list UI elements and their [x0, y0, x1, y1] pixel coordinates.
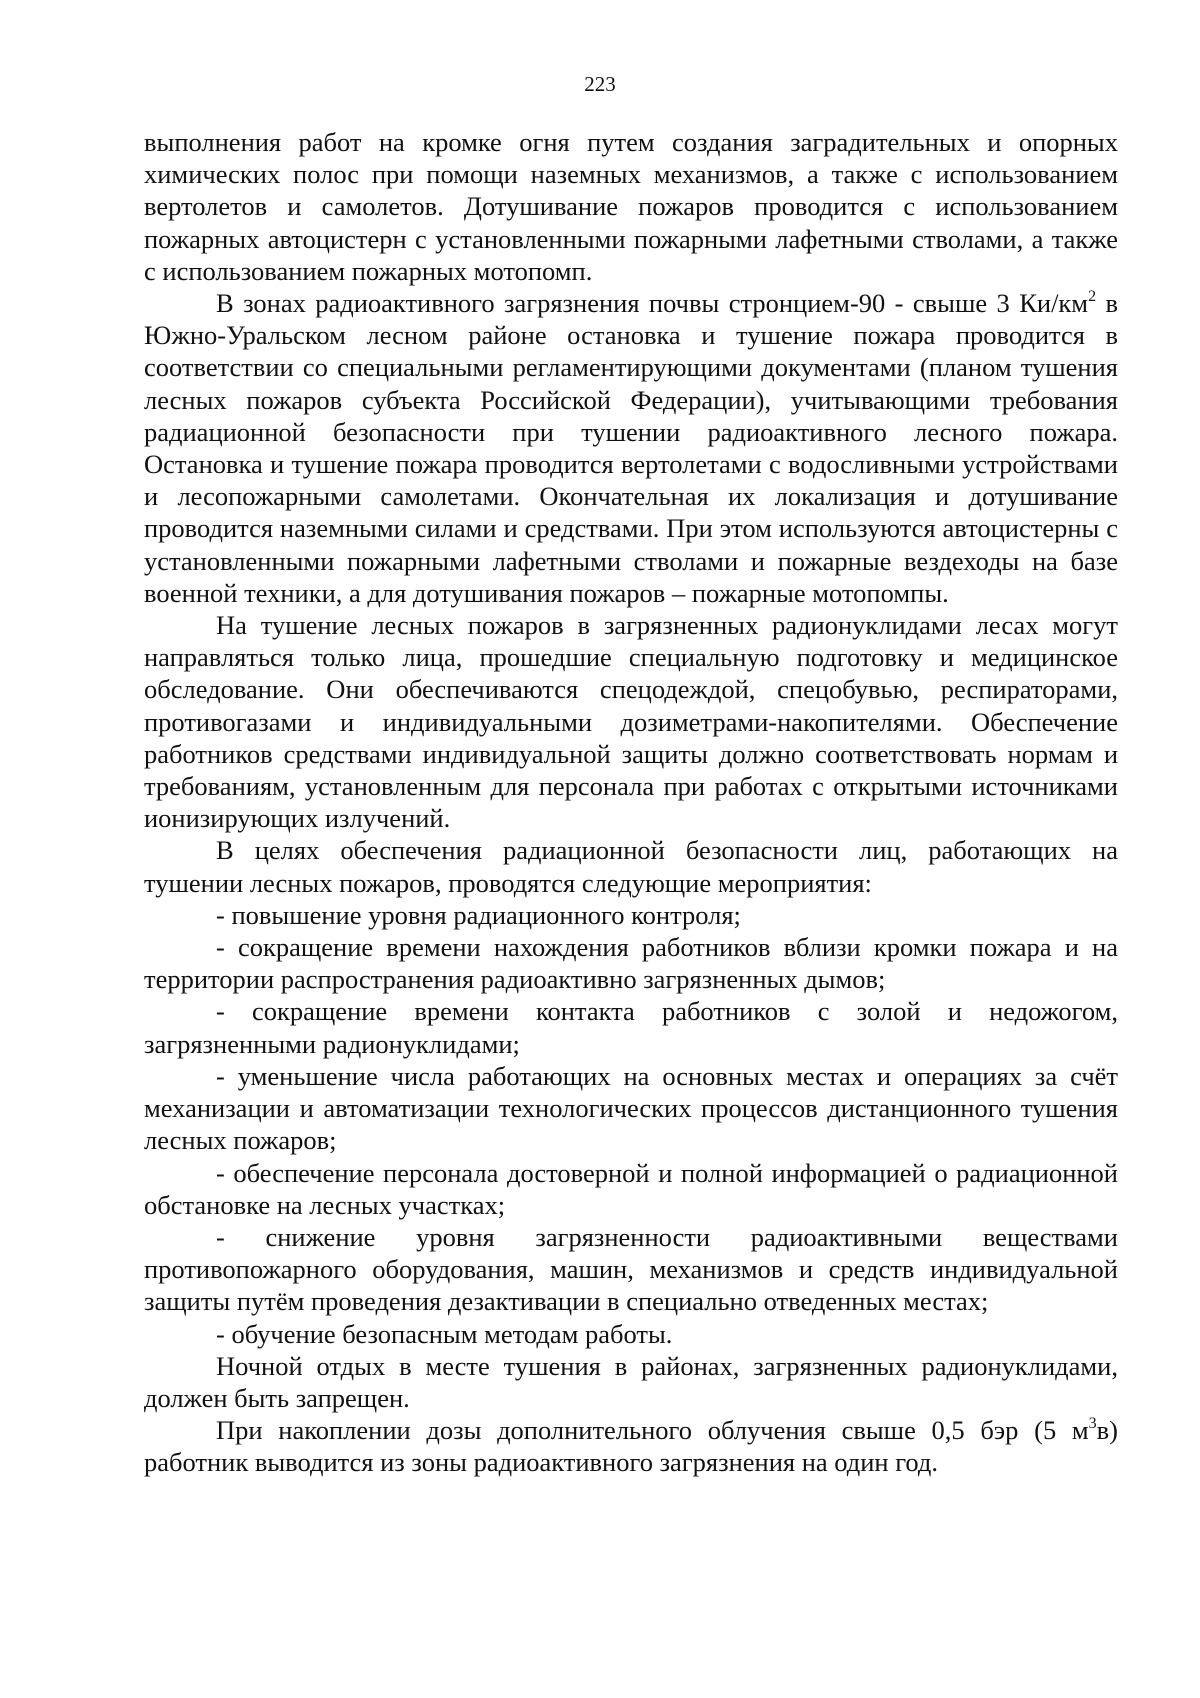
- paragraph-radioactive-zones-pre: В зонах радиоактивного загрязнения почвы стронцием-90 - свыше 3 Ки/км: [216, 288, 1089, 319]
- paragraph-dose-limit-pre: При накоплении дозы дополнительного облучения свыше 0,5 бэр (5 м: [216, 1415, 1089, 1446]
- paragraph-dose-limit-post: в) работник выводится из зоны радиоактивного загрязнения на один год.: [144, 1415, 1118, 1478]
- page-number: 223: [584, 72, 616, 96]
- list-item-reduce-contact-ash: - сокращение времени контакта работников с золой и недожогом, загрязненными радионуклидами;: [144, 996, 1118, 1059]
- superscript-square: 2: [1088, 288, 1097, 306]
- list-item-decontamination: - снижение уровня загрязненности радиоактивными веществами противопожарного оборудования, машин, механизмов и средств индивидуальной защиты путём проведения дезактивации в специально отведенных местах;: [144, 1221, 1118, 1317]
- superscript-cube: 3: [1088, 1415, 1097, 1433]
- paragraph-measures-intro: В целях обеспечения радиационной безопасности лиц, работающих на тушении лесных пожаров, проводятся следующие мероприятия:: [144, 835, 1118, 898]
- list-item-radiation-control: - повышение уровня радиационного контроля;: [216, 899, 741, 930]
- list-item-reduce-time-near-fire: - сокращение времени нахождения работников вблизи кромки пожара и на территории распространения радиоактивно загрязненных дымов;: [144, 932, 1118, 995]
- paragraph-continuation: выполнения работ на кромке огня путем создания заградительных и опорных химических полос при помощи наземных механизмов, а также с использованием вертолетов и самолетов. Дотушивание пожаров проводится с использованием пожарных автоцистерн с установленными пожарными лафетными стволами, а также с использованием пожарных мотопомп.: [144, 127, 1118, 286]
- paragraph-radioactive-zones-post: в Южно-Уральском лесном районе остановка и тушение пожара проводится в соответствии со специальными регламентирующими документами (планом тушения лесных пожаров субъекта Российской Федерации), учитывающими требования радиационной безопасности при тушении радиоактивного лесного пожара. Остановка и тушение пожара проводится вертолетами с водосливными устройствами и лесопожарными самолетами. Окончательная их локализация и дотушивание проводится наземными силами и средствами. При этом используются автоцистерны с установленными пожарными лафетными стволами и пожарные вездеходы на базе военной техники, а для дотушивания пожаров – пожарные мотопомпы.: [144, 288, 1118, 608]
- paragraph-radioactive-zones: [144, 287, 1118, 609]
- list-item-mechanization: - уменьшение числа работающих на основных местах и операциях за счёт механизации и автоматизации технологических процессов дистанционного тушения лесных пожаров;: [144, 1060, 1118, 1156]
- paragraph-night-rest: Ночной отдых в месте тушения в районах, загрязненных радионуклидами, должен быть запрещен.: [144, 1350, 1118, 1413]
- paragraph-dose-limit: [144, 1414, 1118, 1478]
- list-item-training: - обучение безопасным методам работы.: [216, 1318, 673, 1349]
- list-item-information: - обеспечение персонала достоверной и полной информацией о радиационной обстановке на лесных участках;: [144, 1157, 1118, 1220]
- paragraph-personnel-requirements: На тушение лесных пожаров в загрязненных радионуклидами лесах могут направляться только лица, прошедшие специальную подготовку и медицинское обследование. Они обеспечиваются спецодеждой, спецобувью, респираторами, противогазами и индивидуальными дозиметрами-накопителями. Обеспечение работников средствами индивидуальной защиты должно соответствовать нормам и требованиям, установленным для персонала при работах с открытыми источниками ионизирующих излучений.: [144, 610, 1118, 834]
- body-text: [144, 126, 1118, 1479]
